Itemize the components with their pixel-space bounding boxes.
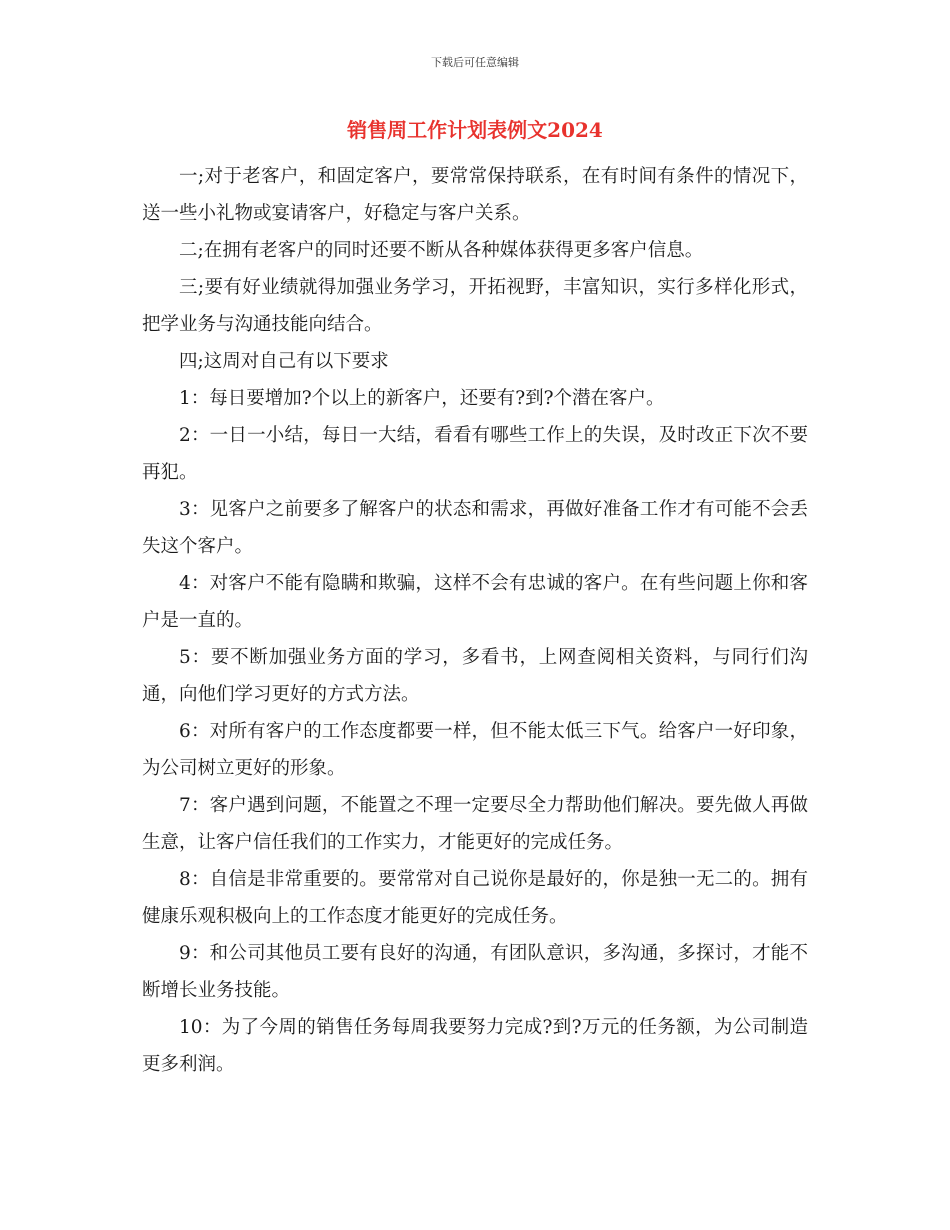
requirement-10: 10：为了今周的销售任务每周我要努力完成?到?万元的任务额，为公司制造更多利润。 xyxy=(142,1017,808,1075)
requirement-2: 2：一日一小结，每日一大结，看看有哪些工作上的失误，及时改正下次不要再犯。 xyxy=(142,425,808,483)
requirement-1: 1：每日要增加?个以上的新客户，还要有?到?个潜在客户。 xyxy=(179,388,665,409)
requirement-8: 8：自信是非常重要的。要常常对自己说你是最好的，你是独一无二的。拥有健康乐观积极向上的工作态度才能更好的完成任务。 xyxy=(142,869,808,927)
requirement-7: 7：客户遇到问题，不能置之不理一定要尽全力帮助他们解决。要先做人再做生意，让客户信任我们的工作实力，才能更好的完成任务。 xyxy=(142,795,808,853)
requirement-9: 9：和公司其他员工要有良好的沟通，有团队意识，多沟通，多探讨，才能不断增长业务技能。 xyxy=(142,943,808,1001)
requirement-4: 4：对客户不能有隐瞒和欺骗，这样不会有忠诚的客户。在有些问题上你和客户是一直的。 xyxy=(142,573,808,631)
paragraph-4: 四;这周对自己有以下要求 xyxy=(179,351,389,372)
requirement-3: 3：见客户之前要多了解客户的状态和需求，再做好准备工作才有可能不会丢失这个客户。 xyxy=(142,499,808,557)
header-note: 下载后可任意编辑 xyxy=(431,56,519,69)
document-title: 销售周工作计划表例文2024 xyxy=(347,118,603,142)
document-body xyxy=(142,158,808,1083)
paragraph-3: 三;要有好业绩就得加强业务学习，开拓视野，丰富知识，实行多样化形式，把学业务与沟通技能向结合。 xyxy=(142,277,808,335)
requirement-5: 5：要不断加强业务方面的学习，多看书，上网查阅相关资料，与同行们沟通，向他们学习更好的方式方法。 xyxy=(142,647,808,705)
paragraph-1: 一;对于老客户，和固定客户，要常常保持联系，在有时间有条件的情况下，送一些小礼物或宴请客户，好稳定与客户关系。 xyxy=(142,166,808,224)
requirement-6: 6：对所有客户的工作态度都要一样，但不能太低三下气。给客户一好印象，为公司树立更好的形象。 xyxy=(142,721,808,779)
paragraph-2: 二;在拥有老客户的同时还要不断从各种媒体获得更多客户信息。 xyxy=(179,240,704,261)
